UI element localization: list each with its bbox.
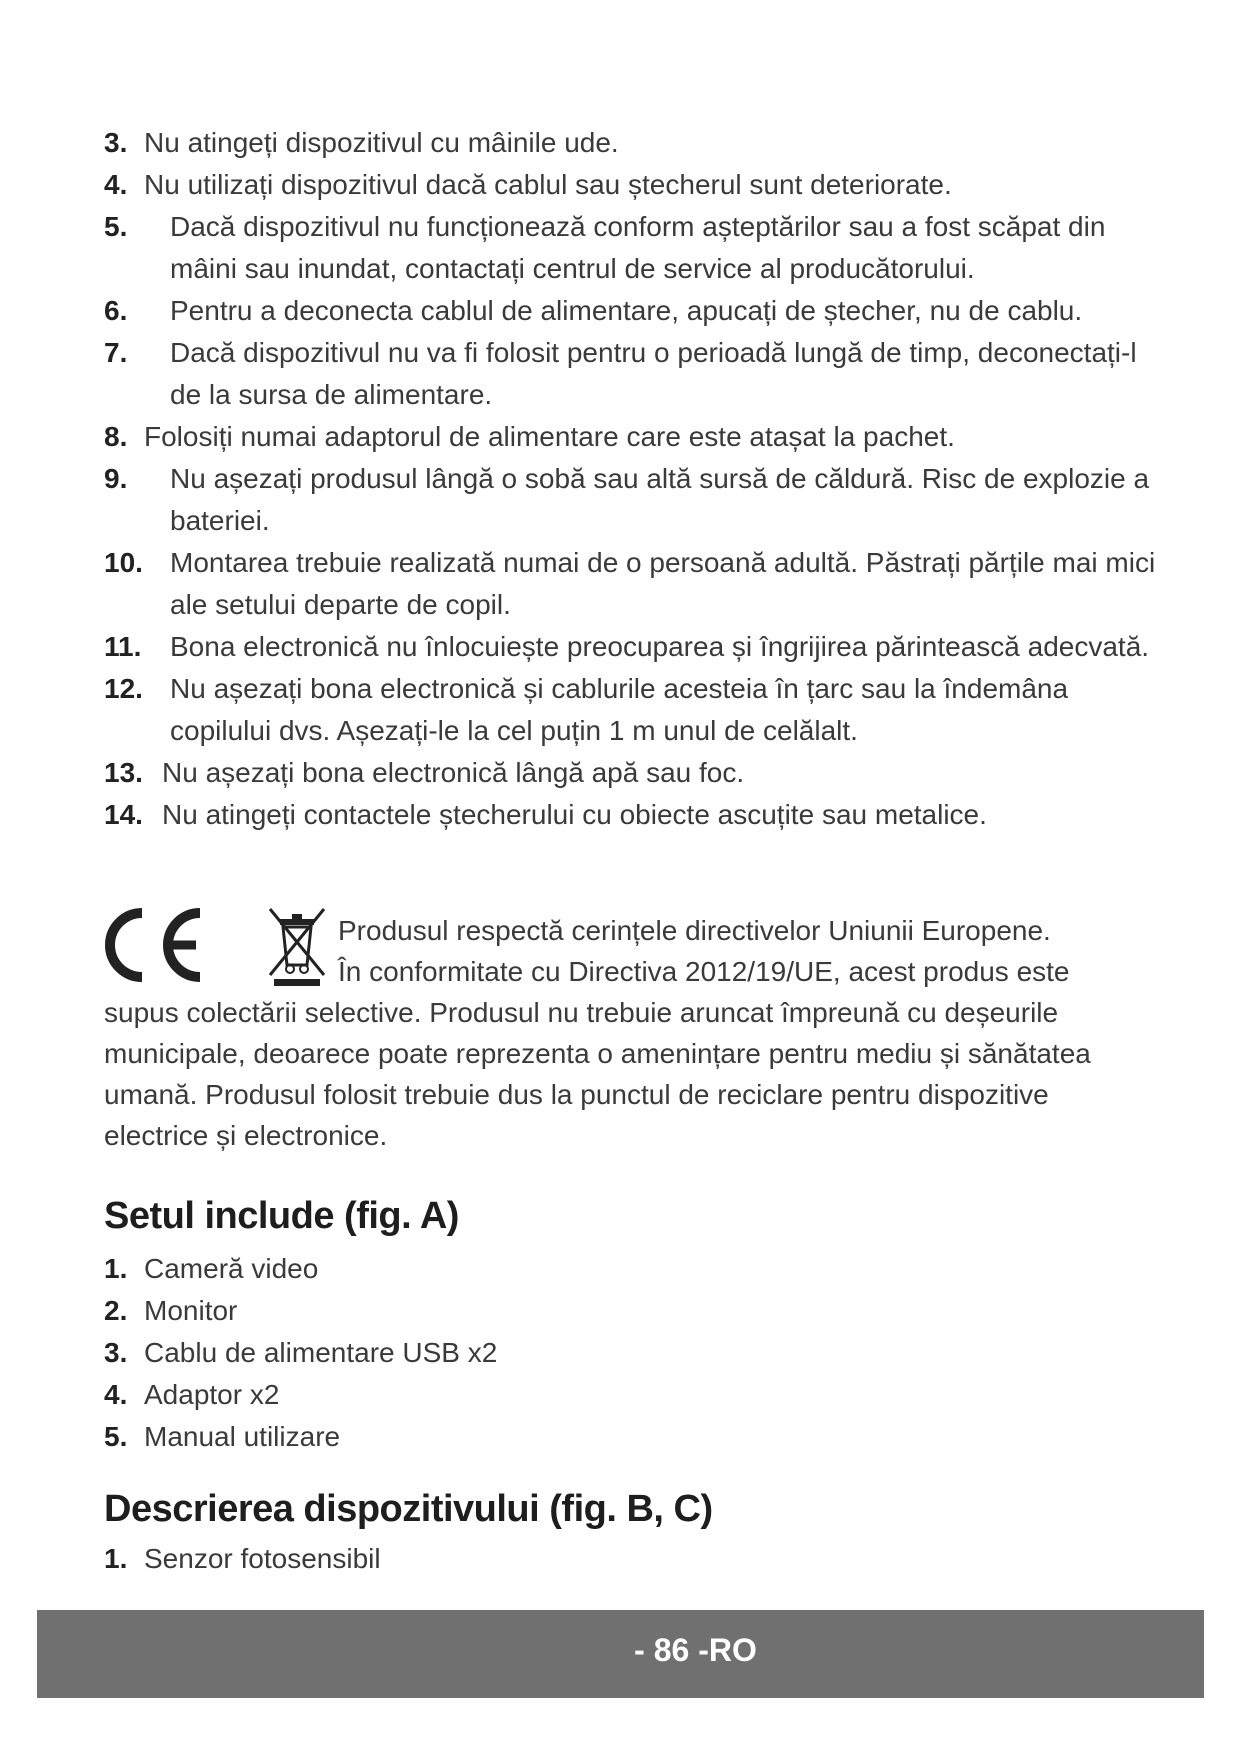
list-item: 10. Montarea trebuie realizată numai de o persoană adultă. Păstrați părțile mai mici ale setului departe de copil. <box>104 547 1156 620</box>
section-title: Setul include (fig. A) <box>104 1195 459 1237</box>
list-item: 13. Nu așezați bona electronică lângă apă sau foc. <box>104 757 745 788</box>
desc-list <box>104 1538 1164 1580</box>
list-item: 11. Bona electronică nu înlocuiește preocuparea și îngrijirea părintească adecvată. <box>104 631 1150 662</box>
list-item: 12. Nu așezați bona electronică și cablurile acesteia în țarc sau la îndemâna copilului dvs. Așezați-le la cel puțin 1 m unul de celălalt. <box>104 673 1069 746</box>
list-item: 8. Folosiți numai adaptorul de alimentare care este atașat la pachet. <box>104 421 955 452</box>
list-item: 7. Dacă dispozitivul nu va fi folosit pentru o perioadă lungă de timp, deconectați-l de la sursa de alimentare. <box>104 337 1137 410</box>
list-item: 3. Cablu de alimentare USB x2 <box>104 1337 498 1368</box>
list-item: 5. Manual utilizare <box>104 1421 341 1452</box>
page-footer <box>37 1610 1204 1698</box>
list-item: 6. Pentru a deconecta cablul de alimentare, apucați de ștecher, nu de cablu. <box>104 295 1083 326</box>
list-item: 4. Adaptor x2 <box>104 1379 280 1410</box>
list-item: 2. Monitor <box>104 1295 238 1326</box>
list-item: 4. Nu utilizați dispozitivul dacă cablul sau ștecherul sunt deteriorate. <box>104 169 952 200</box>
list-item: 9. Nu așezați produsul lângă o sobă sau altă sursă de căldură. Risc de explozie a bateriei. <box>104 463 1150 536</box>
list-item: 1. Cameră video <box>104 1253 319 1284</box>
list-item: 14. Nu atingeți contactele ștecherului cu obiecte ascuțite sau metalice. <box>104 799 987 830</box>
list-item: 5. Dacă dispozitivul nu funcționează conform așteptărilor sau a fost scăpat din mâini sau inundat, contactați centrul de service al producătorului. <box>104 211 1106 284</box>
list-item: 1. Senzor fotosensibil <box>104 1543 381 1574</box>
set-list <box>104 1248 1164 1458</box>
list-item: 3. Nu atingeți dispozitivul cu mâinile ude. <box>104 127 619 158</box>
safety-list <box>104 122 1164 836</box>
section-title: Descrierea dispozitivului (fig. B, C) <box>104 1488 713 1530</box>
page-number: - 86 -RO <box>634 1632 757 1668</box>
eco-paragraph: Produsul respectă cerințele directivelor Uniunii Europene. În conformitate cu Directiva 2012/19/UE, acest produs este supus colectării selective. Produsul nu trebuie aruncat împreună cu deșeurile municipale, deoarece poate reprezenta o amenințare pentru mediu și sănătatea umană. Produsul folosit trebuie dus la punctul de reciclare pentru dispozitive electrice și electronice. <box>104 915 1091 1151</box>
